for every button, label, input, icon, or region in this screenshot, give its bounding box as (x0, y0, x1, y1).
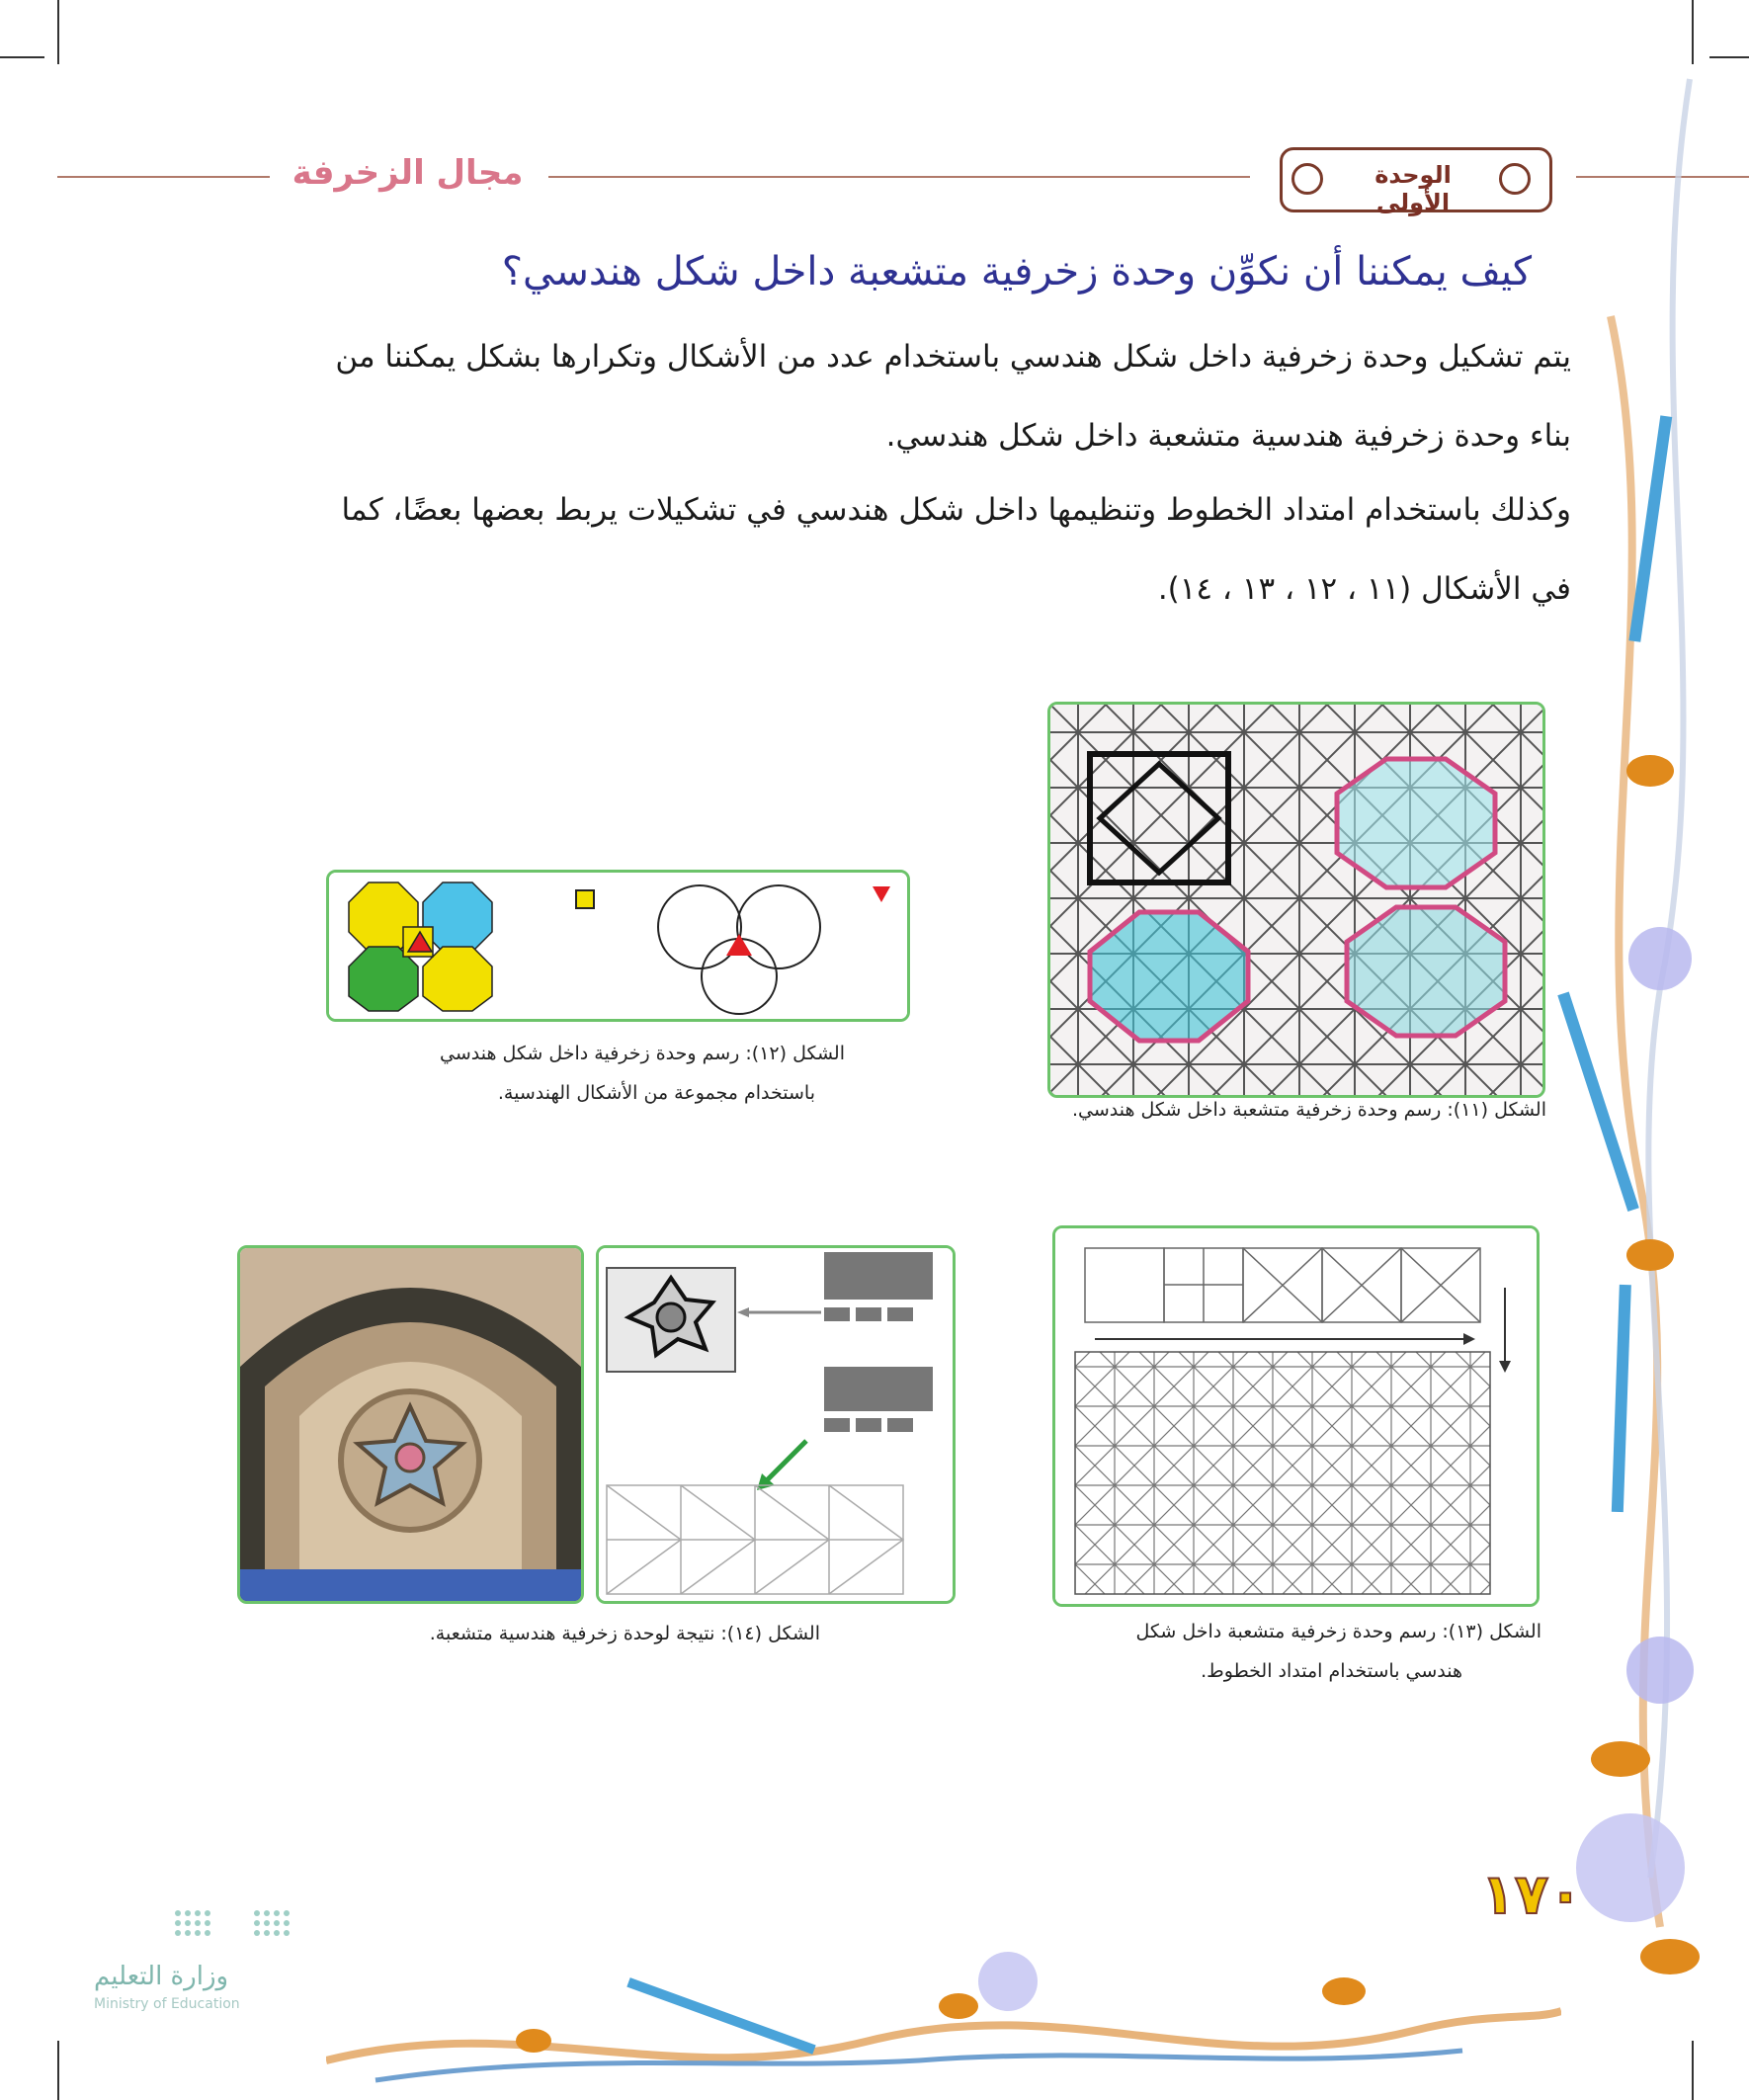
header-rule-middle (548, 176, 1250, 178)
paragraph-2-line-1: وكذلك باستخدام امتداد الخطوط وتنظيمها داخل شكل هندسي في تشكيلات يربط بعضها بعضًا، كما (341, 492, 1571, 528)
crop-mark (57, 0, 59, 64)
ministry-logo-icon (168, 1905, 316, 1945)
crop-mark (0, 56, 44, 58)
floral-border-decoration (1551, 0, 1749, 1976)
paragraph-1-line-1: يتم تشكيل وحدة زخرفية داخل شكل هندسي باستخدام عدد من الأشكال وتكرارها بشكل يمكننا من (335, 339, 1571, 375)
unit-label: الوحدة الأولى (1374, 161, 1452, 216)
crop-mark (1692, 2041, 1694, 2100)
bottom-floral-decoration (326, 1952, 1561, 2100)
carved-arch-photo (240, 1248, 581, 1601)
figure-12-caption-line-1: الشكل (١٢): رسم وحدة زخرفية داخل شكل هندسي (440, 1043, 845, 1064)
figure-13-caption-line-1: الشكل (١٣): رسم وحدة زخرفية متشعبة داخل شكل (1135, 1621, 1541, 1642)
ornament-construction-image (599, 1248, 953, 1601)
figure-11-caption: الشكل (١١): رسم وحدة زخرفية متشعبة داخل شكل هندسي. (1071, 1099, 1546, 1121)
ministry-name-english: Ministry of Education (94, 1996, 240, 2012)
figure-14-diagram-image (596, 1245, 956, 1604)
geometric-lattice-image (1050, 705, 1542, 1095)
header-rule-left (57, 176, 270, 178)
geometric-shapes-image (329, 873, 907, 1019)
figure-12-caption-line-2: باستخدام مجموعة من الأشكال الهندسية. (497, 1082, 815, 1104)
line-extension-grid-image (1055, 1228, 1537, 1604)
ministry-name-arabic: وزارة التعليم (94, 1962, 229, 1991)
crop-mark (57, 2041, 59, 2100)
figure-14-photo (237, 1245, 584, 1604)
figure-13-image (1052, 1225, 1540, 1607)
figure-12-image (326, 870, 910, 1022)
figure-14-caption: الشكل (١٤): نتيجة لوحدة زخرفية هندسية متشعبة. (429, 1623, 820, 1644)
paragraph-2-line-2: في الأشكال (١١ ، ١٢ ، ١٣ ، ١٤). (1157, 571, 1571, 607)
page-number: ١٧٠ (1480, 1863, 1583, 1927)
figure-11-image (1047, 702, 1545, 1098)
paragraph-1-line-2: بناء وحدة زخرفية هندسية متشعبة داخل شكل هندسي. (885, 418, 1571, 454)
domain-title: مجال الزخرفة (292, 153, 524, 193)
question-heading: كيف يمكننا أن نكوِّن وحدة زخرفية متشعبة داخل شكل هندسي؟ (501, 249, 1532, 294)
unit-badge (1250, 143, 1576, 216)
figure-13-caption-line-2: هندسي باستخدام امتداد الخطوط. (1201, 1660, 1462, 1682)
